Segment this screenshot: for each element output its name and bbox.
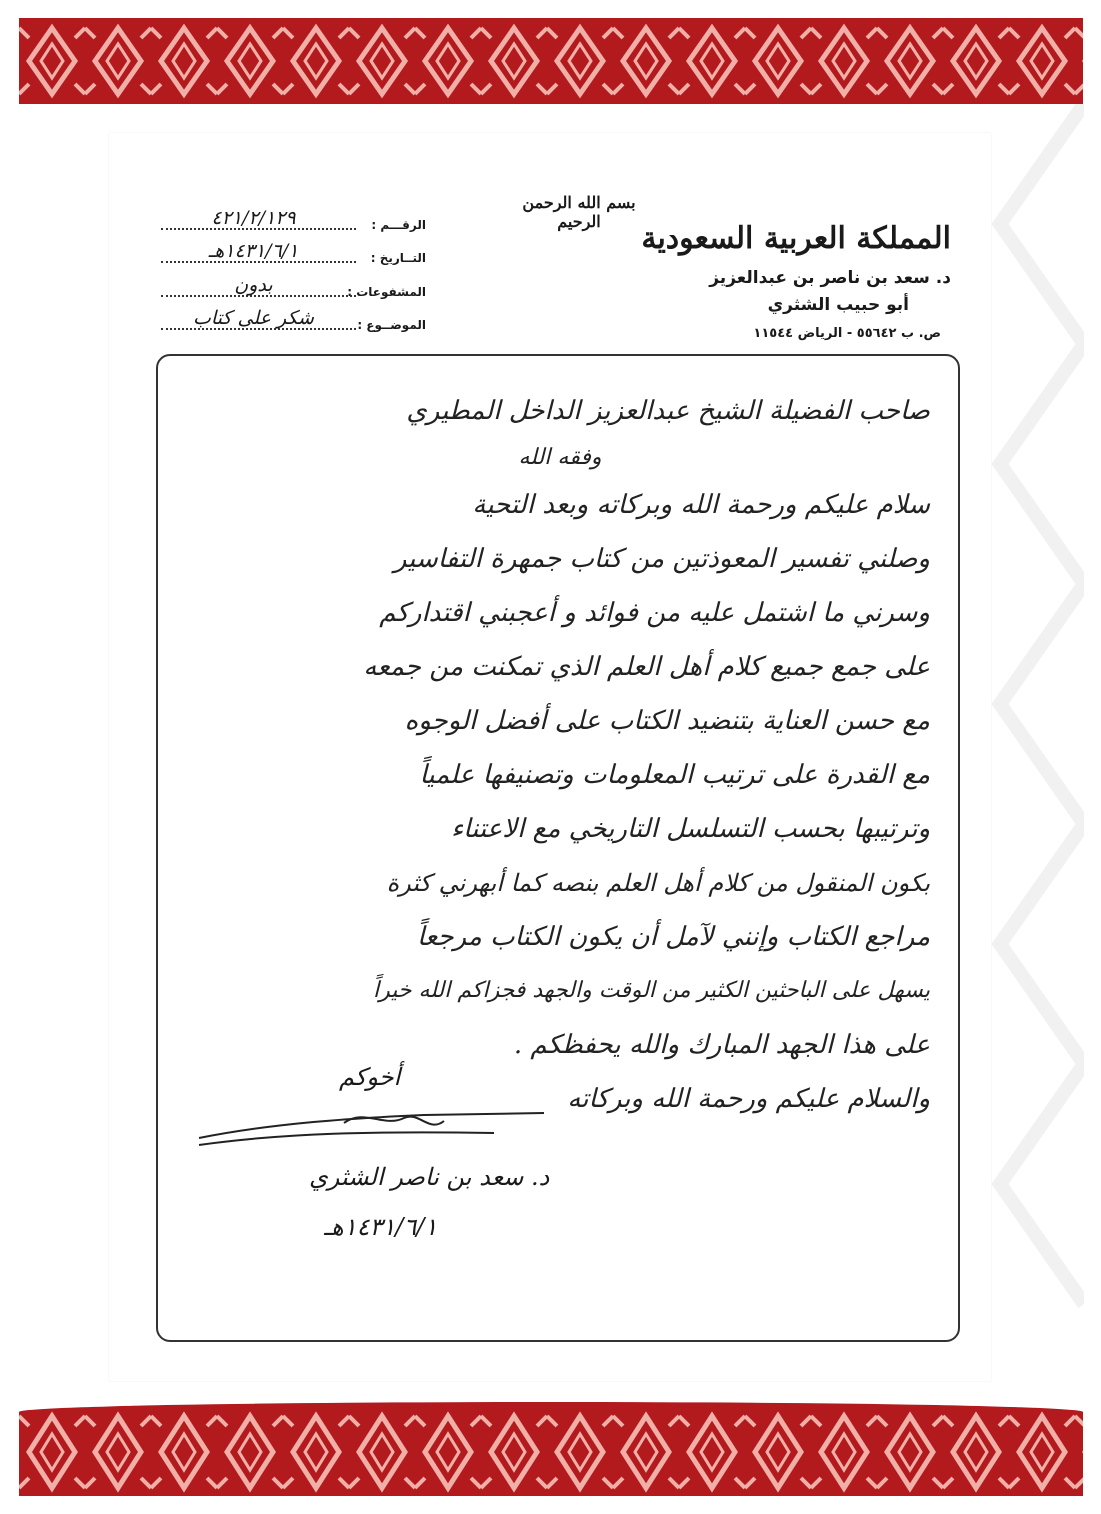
sender-address: ص. ب ٥٥٦٤٢ - الرياض ١١٥٤٤ [753, 326, 941, 341]
top-band-pattern [19, 18, 1083, 104]
body-line: على هذا الجهد المبارك والله يحفظكم . [513, 1030, 930, 1060]
handwritten-signature [194, 1093, 554, 1153]
body-line: وصلني تفسير المعوذتين من كتاب جمهرة التفاسير [393, 544, 930, 574]
letter-page [109, 133, 991, 1381]
subject-value: شكر على كتاب [193, 307, 314, 329]
signature-date: ١٤٣١/٦/١هـ [324, 1213, 438, 1241]
kingdom-title: المملكة العربية السعودية [641, 221, 951, 256]
body-line: وسرني ما اشتمل عليه من فوائد و أعجبني اقتداركم [379, 598, 930, 628]
reference-value: ٤٢١/٢/١٢٩ [211, 207, 296, 229]
body-line: وترتيبها بحسب التسلسل التاريخي مع الاعتناء [450, 814, 930, 844]
reference-label: الرقـــم : [371, 218, 426, 232]
sender-name: د. سعد بن ناصر بن عبدالعزيز [709, 268, 951, 288]
subject-label: الموضــوع : [357, 318, 426, 332]
body-line: مع حسن العناية بتنضيد الكتاب على أفضل الوجوه [404, 706, 930, 736]
body-line: سلام عليكم ورحمة الله وبركاته وبعد التحية [472, 490, 930, 520]
bottom-band-pattern [19, 1402, 1083, 1496]
body-line: بكون المنقول من كلام أهل العلم بنصه كما أبهرني كثرة [386, 869, 930, 897]
date-value: ١٤٣١/٦/١هـ [208, 240, 299, 262]
body-line: صاحب الفضيلة الشيخ عبدالعزيز الداخل المطيري [406, 396, 930, 426]
body-line: والسلام عليكم ورحمة الله وبركاته [567, 1084, 930, 1114]
body-line: مع القدرة على ترتيب المعلومات وتصنيفها علمياً [419, 760, 930, 790]
subject-field [161, 308, 426, 334]
date-label: التــاريخ : [370, 251, 426, 265]
body-line: وفقه الله [518, 445, 602, 470]
sender-kunya: أبو حبيب الشثري [767, 295, 909, 315]
reference-field [161, 208, 426, 234]
signature-name: د. سعد بن ناصر الشثري [309, 1163, 550, 1191]
attachments-field [161, 275, 426, 301]
attachments-label: المشفوعات : [347, 285, 426, 299]
bottom-decorative-band [19, 1402, 1083, 1496]
body-line: مراجع الكتاب وإنني لآمل أن يكون الكتاب مرجعاً [417, 922, 930, 952]
top-decorative-band [19, 18, 1083, 104]
letter-body-frame [156, 354, 960, 1342]
letter-body [190, 384, 930, 1126]
side-watermark-pattern [990, 104, 1084, 1402]
date-field [161, 241, 426, 267]
attachments-value: بدون [234, 274, 273, 296]
basmala-text: بسم الله الرحمن الرحيم [522, 193, 636, 231]
body-line: على جمع جميع كلام أهل العلم الذي تمكنت من جمعه [363, 652, 930, 682]
body-line: يسهل على الباحثين الكثير من الوقت والجهد فجزاكم الله خيراً [372, 978, 930, 1003]
signature-closing: أخوكم [339, 1063, 401, 1091]
